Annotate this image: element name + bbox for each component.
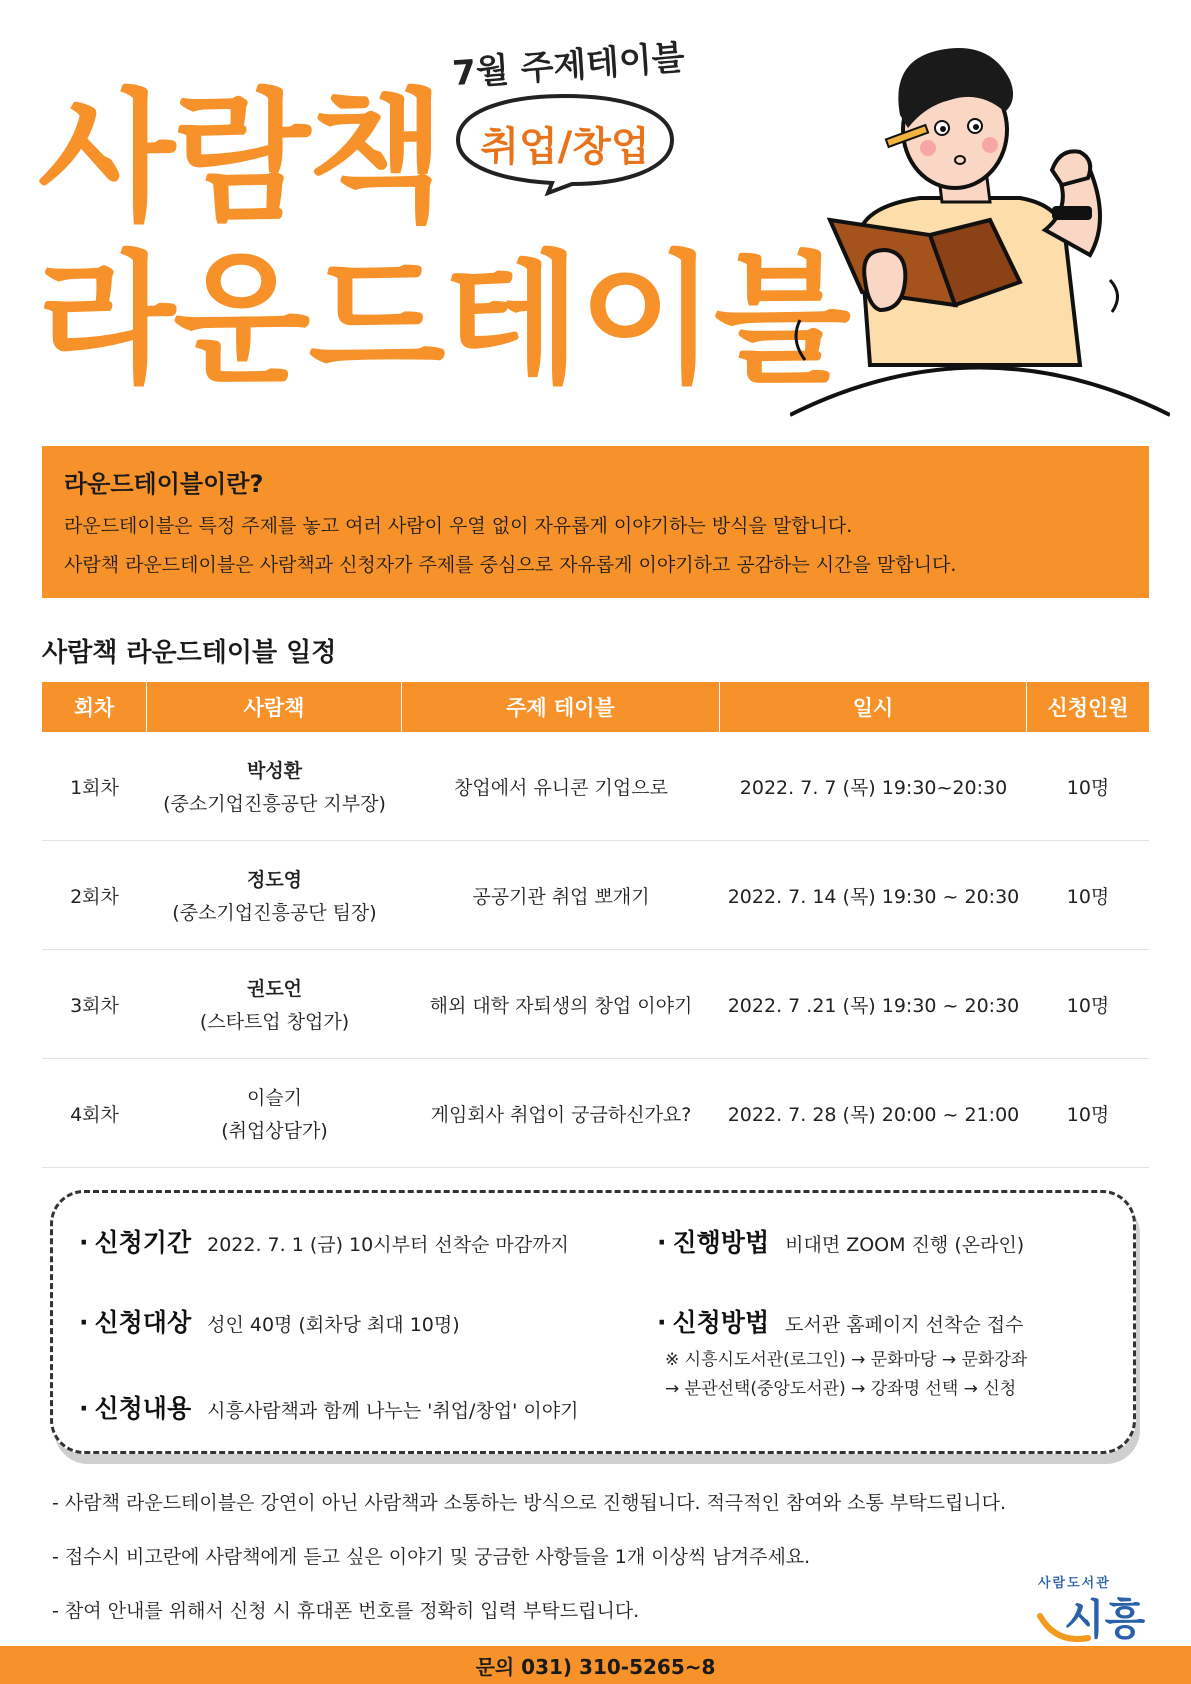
capacity-cell: 10명 xyxy=(1066,994,1110,1017)
table-row xyxy=(42,732,1149,841)
info-box xyxy=(50,1190,1136,1454)
intro-box xyxy=(42,446,1149,598)
header-topic: 주제 테이블 xyxy=(402,682,720,732)
hero-title-line2: 라운드테이블 xyxy=(38,238,850,403)
info-content xyxy=(79,1389,579,1425)
person-cell xyxy=(147,1059,402,1167)
intro-heading: 라운드테이블이란? xyxy=(64,470,264,498)
capacity-cell: 10명 xyxy=(1066,1103,1110,1126)
capacity-cell: 10명 xyxy=(1066,776,1110,799)
round-cell: 4회차 xyxy=(70,1103,119,1126)
capacity-cell: 10명 xyxy=(1066,885,1110,908)
siheung-library-logo xyxy=(1036,1582,1166,1652)
person-role: (취업상담가) xyxy=(221,1120,328,1142)
intro-line-1: 라운드테이블은 특정 주제를 놓고 여러 사람이 우열 없이 자유롭게 이야기하는 방식을 말합니다. xyxy=(64,515,853,537)
round-cell: 3회차 xyxy=(70,994,119,1017)
info-target xyxy=(79,1303,460,1339)
person-name: 박성환 xyxy=(246,760,303,782)
person-cell xyxy=(147,950,402,1058)
schedule-table xyxy=(42,682,1149,1168)
info-apply-value: 도서관 홈페이지 선착순 접수 xyxy=(785,1314,1024,1336)
datetime-cell: 2022. 7. 14 (목) 19:30 ~ 20:30 xyxy=(727,885,1020,908)
logo-main-text: 시흥 xyxy=(1064,1595,1146,1644)
person-name: 권도언 xyxy=(246,978,303,1000)
person-name: 정도영 xyxy=(246,869,303,891)
info-apply-label: · 신청방법 xyxy=(657,1303,769,1339)
schedule-title: 사람책 라운드테이블 일정 xyxy=(42,638,337,668)
person-cell xyxy=(147,732,402,840)
datetime-cell: 2022. 7. 28 (목) 20:00 ~ 21:00 xyxy=(727,1103,1020,1126)
person-role: (중소기업진흥공단 팀장) xyxy=(172,902,377,924)
header-capacity: 신청인원 xyxy=(1047,696,1129,720)
info-content-label: · 신청내용 xyxy=(79,1389,191,1425)
header-person: 사람책 xyxy=(147,682,402,732)
round-cell: 1회차 xyxy=(70,776,119,799)
person-role: (스타트업 창업가) xyxy=(199,1011,350,1033)
info-content-value: 시흥사람책과 함께 나누는 '취업/창업' 이야기 xyxy=(207,1400,579,1422)
topic-cell: 창업에서 유니콘 기업으로 xyxy=(454,776,668,799)
info-period xyxy=(79,1223,569,1259)
person-name: 이슬기 xyxy=(246,1087,303,1109)
datetime-cell: 2022. 7 .21 (목) 19:30 ~ 20:30 xyxy=(727,994,1020,1017)
topic-label: 취업/창업 xyxy=(480,124,650,170)
topic-cell: 해외 대학 자퇴생의 창업 이야기 xyxy=(429,994,693,1017)
header-datetime: 일시 xyxy=(720,682,1027,732)
logo-small-text: 사람도서관 xyxy=(1038,1576,1111,1591)
info-method xyxy=(657,1223,1024,1259)
info-period-value: 2022. 7. 1 (금) 10시부터 선착순 마감까지 xyxy=(207,1234,569,1256)
table-header xyxy=(42,682,1149,732)
person-reading-illustration xyxy=(790,20,1170,420)
topic-cell: 게임회사 취업이 궁금하신가요? xyxy=(430,1103,692,1126)
info-target-label: · 신청대상 xyxy=(79,1303,191,1339)
header-round: 회차 xyxy=(42,682,147,732)
round-cell: 2회차 xyxy=(70,885,119,908)
info-method-value: 비대면 ZOOM 진행 (온라인) xyxy=(785,1234,1025,1256)
month-label: 7월 주제테이블 xyxy=(451,37,686,95)
person-role: (중소기업진흥공단 지부장) xyxy=(163,793,386,815)
intro-line-2: 사람책 라운드테이블은 사람책과 신청자가 주제를 중심으로 자유롭게 이야기하고 공감하는 시간을 말합니다. xyxy=(64,554,957,576)
info-apply-note-1: ※ 시흥시도서관(로그인) → 문화마당 → 문화강좌 xyxy=(665,1350,1028,1370)
note-2: - 접수시 비고란에 사람책에게 듣고 싶은 이야기 및 궁금한 사항들을 1개 이상씩 남겨주세요. xyxy=(52,1546,811,1568)
footer-contact: 문의 031) 310-5265~8 xyxy=(0,1646,1191,1684)
topic-cell: 공공기관 취업 뽀개기 xyxy=(472,885,650,908)
info-apply-note-2: → 분관선택(중앙도서관) → 강좌명 선택 → 신청 xyxy=(665,1379,1017,1399)
info-target-value: 성인 40명 (회차당 최대 10명) xyxy=(207,1314,460,1336)
person-cell xyxy=(147,841,402,949)
info-method-label: · 진행방법 xyxy=(657,1223,769,1259)
info-apply xyxy=(657,1303,1023,1339)
info-period-label: · 신청기간 xyxy=(79,1223,191,1259)
note-1: - 사람책 라운드테이블은 강연이 아닌 사람책과 소통하는 방식으로 진행됩니다. 적극적인 참여와 소통 부탁드립니다. xyxy=(52,1492,1007,1514)
table-row xyxy=(42,950,1149,1059)
hero-title-line1: 사람책 xyxy=(38,76,444,241)
table-row xyxy=(42,841,1149,950)
table-row xyxy=(42,1059,1149,1168)
note-3: - 참여 안내를 위해서 신청 시 휴대폰 번호를 정확히 입력 부탁드립니다. xyxy=(52,1600,640,1622)
datetime-cell: 2022. 7. 7 (목) 19:30~20:30 xyxy=(739,776,1008,799)
